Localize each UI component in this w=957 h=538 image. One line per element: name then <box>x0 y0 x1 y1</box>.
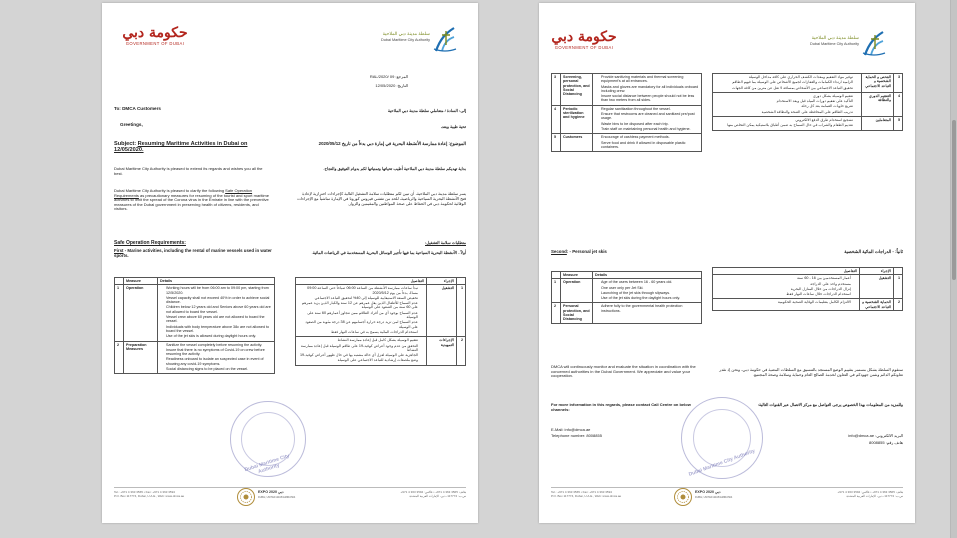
expo-2020-logo <box>236 485 296 511</box>
expo-emblem-icon <box>673 487 693 507</box>
contact-info-arabic: وللمزيد من المعلومات بهذا الخصوص يرجى التواصل مع مركز الاتصال عبر القنوات التالية: <box>757 402 903 407</box>
dmca-logo <box>749 29 889 59</box>
vertical-scrollbar[interactable] <box>950 0 957 538</box>
phone-arabic: هاتف رقم: 8008855 <box>869 440 903 445</box>
table-row: 2 Preparation Measures • Sanitize the vessel completely before resuming the activity. • Insure that there is no symptoms of Covid-19 on crew before resuming the activity. • Readiness onboard to isolate an suspected case in event of showing any covid-19 symptoms. • Social distancing signs to be placed on the vessel. <box>115 341 275 374</box>
government-of-dubai-logo <box>120 25 190 46</box>
letter-date: التاريخ: 12/05/2020 <box>375 83 408 88</box>
table-header-row: Measure Details <box>115 278 275 285</box>
requirements-heading-arabic: متطلبات سلامة التشغيل: <box>425 240 466 245</box>
official-stamp <box>681 397 763 479</box>
official-stamp <box>230 401 306 477</box>
second-section-arabic: ثانياً: - الدراجات المائية الشخصية <box>844 249 903 254</box>
dmca-emblem-icon <box>861 29 887 57</box>
expo-emblem-icon <box>236 487 256 507</box>
safe-operation-link: Safe Operation Requirements <box>114 188 253 198</box>
footer-contact-english: Tel.: +971 4 363 3565 • Fax: +971 4 363 3594 P.O. Box 117774, Dubai, U.A.E., Web: www.dmca.ae <box>114 490 185 498</box>
table-header-row: الإجراء التفاصيل <box>713 268 903 275</box>
government-of-dubai-logo <box>549 29 619 50</box>
reference-number: المرجع: RAL/2020/ 09 <box>369 74 408 79</box>
requirements-table-english <box>114 277 275 374</box>
footer-contact-arabic: هاتف: 3565 363 4 971+ • فاكس: 3594 363 4 971+ ص.ب: 117774، دبي، الإمارات العربية المتحدة <box>837 490 903 498</box>
requirements-table-english-continued <box>551 73 702 152</box>
table-header-row: Measure Details <box>552 272 702 279</box>
stamp-text: Dubai Maritime City Authority <box>688 448 756 478</box>
table-row: 2 Personal protection, and Social Distancing • Adhere fully to the governmental health protection instructions. <box>552 303 702 323</box>
table-header-row: الإجراء التفاصيل <box>296 278 466 285</box>
recipient-arabic: إلى: السادة / متعاملي سلطة مدينة دبي الملاحية <box>387 108 466 113</box>
requirements-table-arabic <box>295 277 466 366</box>
first-section-english: First - Marine activities, including the rental of marine vessels used in water sports. <box>114 248 272 258</box>
requirements-table-arabic-continued <box>712 73 903 131</box>
footer-contact-arabic: هاتف: 3565 363 4 971+ • فاكس: 3594 363 4 971+ ص.ب: 117774، دبي، الإمارات العربية المتحدة <box>400 490 466 498</box>
contact-info-english: For more information in this regards, please contact Call Centre on below channels: <box>551 402 691 412</box>
greeting-arabic: تحية طيبة وبعد، <box>440 124 466 129</box>
table-row: 2 الحماية الشخصية و التباعد الاجتماعي • الالتزام الكامل بتعليمات الوقاية الصحية الحكومية <box>713 299 903 311</box>
table-row: 3 Screening, personal protection, and Social Distancing • Provide sanitizing materials and thermal screening equipment's at all entrances. • Masks and gloves are mandatory for all individuals onboard including crew. • Insure social distance between people should not be less than two meters from all sides. <box>552 74 702 106</box>
subject-label: Subject: <box>114 141 137 147</box>
email-arabic: البريد الالكتروني: info@dmca.ae <box>848 433 903 438</box>
subject-arabic: الموضوع: إعادة ممارسة الأنشطة البحرية في إمارة دبي بدءاً من تاريخ 2020/05/12 <box>318 141 466 146</box>
intro-paragraph-english: Dubai Maritime City Authority is pleased to extend its regards and wishes you all the best. <box>114 166 263 176</box>
table-row: 1 Operation • Age of the users between 16 - 60 years old. • One user only per Jet Ski. • Launching of the jet skis through slipways. • Use of the jet skis during the daylight hours only. <box>552 279 702 303</box>
jet-ski-table-english <box>551 271 702 324</box>
dmca-logo-english: Dubai Maritime City Authority <box>381 38 430 42</box>
table-row: 3 الفحص و الحماية الشخصية و التباعد الاجتماعي • توفير مواد التعقيم ومعدات الكشف الحراري على كافة مداخل الوسيلة • الزامية ارتداء الكمامات والقفازات لجميع الأشخاص على الوسيلة بما فيهم الطاقم • تحقيق التباعد الاجتماعي بين الأشخاص بمسافة لا تقل عن مترين من كافة الجهات <box>713 74 903 93</box>
gov-logo-english: GOVERNMENT OF DUBAI <box>554 45 614 50</box>
stamp-text: Dubai Maritime City Authority <box>243 453 291 476</box>
recipient-english: To: DMCA Customers <box>114 106 161 111</box>
scrollbar-thumb[interactable] <box>952 120 956 280</box>
document-page-1 <box>102 3 478 523</box>
subject-english <box>114 141 274 153</box>
dmca-logo-arabic: سلطة مدينة دبي الملاحية <box>811 35 859 40</box>
gov-logo-arabic: حكومة دبي <box>122 25 188 41</box>
jet-ski-table-arabic <box>712 267 903 311</box>
greeting-english: Greetings, <box>120 122 143 127</box>
dmca-logo-english: Dubai Maritime City Authority <box>810 42 859 46</box>
closing-paragraph-english: DMCA will continuously monitor and evaluate the situation in coordination with the concerned authorities in the Dubai Government. We appreciate and value your cooperation. <box>551 364 696 379</box>
table-row: 2 الإجراءات التمهيدية • تعقيم الوسيلة بشكل كامل قبل إعادة ممارسة النشاط • التحقق من عدم وجود أعراض كوفيد-19 على طاقم الوسيلة قبل إعادة ممارسة النشاط • الجاهزية على الوسيلة لعزل أي حالة مشتبه بها في حال ظهور أعراض كوفيد-19 • وضع ملصقات إرشادية للتباعد الاجتماعي على الوسيلة <box>296 337 466 365</box>
table-row: 4 Periodic sterilization and hygiene • Regular sanitization throughout the vessel. • Ensure that restrooms are cleaned and sanitized pre/post usage. • Waste bins to be disposed after each trip. • Train staff on maintaining personal health and hygiene. <box>552 105 702 133</box>
expo-label: EXPO 2020 دبي <box>695 490 721 494</box>
body-paragraph-arabic: يسر سلطة مدينة دبي الملاحية، أن تبين لكم متطلبات سلامة التشغيل التالية كإجراءات احترازية لإعادة فتح الأنشطة البحرية السياحية والرياضية، للحد من تفشي فيروس كورونا في الإمارة تماشياً مع الإجراءات الوقائية لحكومة دبي في الحفاظ على صحة المواطنين والمقيمين والزوار. <box>297 191 466 206</box>
closing-paragraph-arabic: ستقوم السلطة بشكل مستمر بتقييم الوضع المستجد بالتنسيق مع السلطات المعنية في حكومة دبي، ونحن إذ نقدر تعاونكم الدائم ونثمن جهودكم في التعاون لخدمة الصالح العام وحماية وسلامة وصحة المجتمع. <box>719 367 903 377</box>
expo-label: EXPO 2020 دبي <box>258 490 284 494</box>
dmca-emblem-icon <box>432 25 458 53</box>
gov-logo-english: GOVERNMENT OF DUBAI <box>125 41 185 46</box>
footer-contact-english: Tel.: +971 4 363 3565 • Fax: +971 4 363 3594 P.O. Box 117774, Dubai, U.A.E., Web: www.dmca.ae <box>551 490 622 498</box>
table-row: 4 التعقيم الدوري والنظافة • تعقيم الوسيلة بشكل دوري • التأكيد على تعقيم دورات المياه قبل وبعد الاستخدام • تفريغ حاويات القمامة بعد كل رحلة • تدريب الطاقم على المحافظة على الصحة والنظافة الشخصية <box>713 92 903 116</box>
expo-subtitle: DUBAI, UNITED ARAB EMIRATES <box>695 496 733 499</box>
phone-english: Telephone number: 8008855 <box>551 433 602 438</box>
body-paragraph-english: Dubai Maritime City Authority is pleased to clarify the following Safe Operation Requirements as precautionary measures for resuming of the tourist and sport maritime activities to limit the spread of the Corona virus in the Emirate in line with the preventive measures of the Dubai government in preserving health of citizens, residents, and visitors. <box>114 188 269 212</box>
table-row: 1 Operation • Working hours will be from 06:00 am to 09:00 pm, starting from 12/5/2020. • Vessel capacity shall not exceed 40% in order to achieve social distance. • Children below 12 years old and Seniors above 60 years old are not allowed to board the vessel. • Vessel crew above 60 years old are not allowed to board the vessel. • Individuals with body temperature above 38c are not allowed to board the vessel. • Use of the jet skis is allowed during daylight hours only. <box>115 285 275 341</box>
table-row: 5 Customers • Encourage of cashless payment methods. • Serve food and drink if allowed in disposable plastic containers. <box>552 134 702 152</box>
first-section-arabic: أولاً - الأنشطة البحرية السياحية بما فيها تأجير الوسائل البحرية المستخدمة في الرياضات المائية. <box>311 250 466 255</box>
table-row: 5 المتعاملين • تشجيع استخدام طرق الدفع الالكتروني • تقديم الطعام والشراب في حال السماح به ضمن أطباق بلاستيكية يمكن التخلص منها <box>713 117 903 131</box>
expo-subtitle: DUBAI, UNITED ARAB EMIRATES <box>258 496 296 499</box>
gov-logo-arabic: حكومة دبي <box>551 29 617 45</box>
email-english: E-Mail: info@dmca.ae <box>551 427 591 432</box>
table-row: 1 التشغيل • تبدأ ساعات ممارسة الأنشطة من الساعة 06:00 صباحاً حتى الساعة 09:00 مساءً، بدءاً من يوم 2020/5/12 • تخفيض السعة الاستيعابية للوسيلة إلى 40% لتحقيق التباعد الاجتماعي • عدم السماح للأطفال الذين يقل عمرهم عن 12 سنة والكبار الذين يزيد عمرهم على 60 سنة من الصعود على الوسيلة • عدم السماح بوجود أي من أفراد الطاقم ممن تتجاوز أعمارهم 60 سنة على الوسيلة • عدم السماح لمن تزيد درجة حرارة أجسامهم عن 38 درجة مئوية من الصعود على الوسيلة • استخدام الدراجات المائية يسمح به في ساعات النهار فقط <box>296 285 466 337</box>
dmca-logo <box>320 25 460 55</box>
document-page-2 <box>539 3 915 523</box>
dmca-logo-arabic: سلطة مدينة دبي الملاحية <box>382 31 430 36</box>
expo-2020-logo <box>673 485 733 511</box>
subject-text: Resuming Maritime Activities in Dubai on 12/05/2020. <box>114 141 248 153</box>
table-row: 1 التشغيل • أعمار المستخدمين بين 16 - 60 سنة • مستخدم واحد على الدراجة • إنزال الدراجات من خلال المنازل البحرية • استخدام الدراجات خلال ساعات النهار فقط <box>713 275 903 299</box>
second-section-english: Second: - Personal jet skis <box>551 249 607 254</box>
requirements-heading-english: Safe Operation Requirements: <box>114 240 186 246</box>
intro-paragraph-arabic: بداية تهديكم سلطة مدينة دبي الملاحية أطيب تحياتها وتمنياتها لكم بدوام التوفيق والنجاح. <box>323 166 466 171</box>
